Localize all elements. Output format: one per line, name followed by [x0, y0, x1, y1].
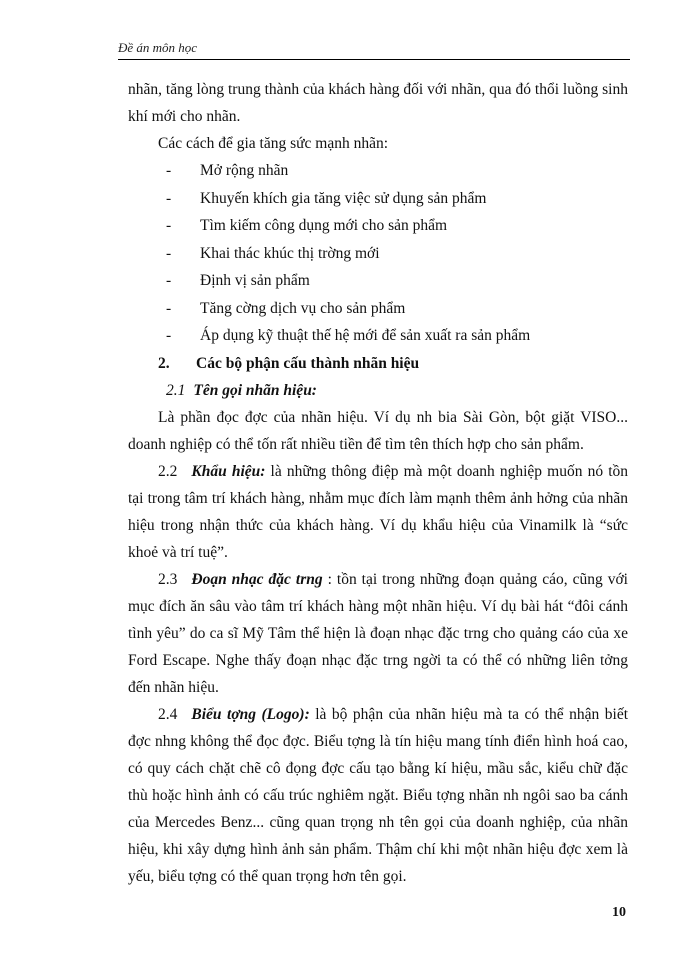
list-item: - Tăng cờng dịch vụ cho sản phẩm: [128, 295, 628, 323]
term: Biểu tợng (Logo):: [191, 705, 310, 723]
subsection-number: 2.4: [158, 705, 178, 723]
header-rule: [118, 59, 630, 60]
strength-list: [128, 157, 628, 350]
list-item: - Khuyến khích gia tăng việc sử dụng sản phẩm: [128, 185, 628, 213]
term: Đoạn nhạc đặc trng: [191, 570, 323, 588]
section-heading: [128, 350, 628, 377]
list-item: - Áp dụng kỹ thuật thế hệ mới để sản xuất ra sản phẩm: [128, 322, 628, 350]
list-dash: -: [166, 327, 172, 344]
subsection-number: 2.2: [158, 462, 178, 480]
subsection-body: Là phần đọc đợc của nhãn hiệu. Ví dụ nh bia Sài Gòn, bột giặt VISO... doanh nghiệp có thể tốn rất nhiều tiền để tìm tên thích hợp cho sản phẩm.: [128, 408, 628, 453]
list-item: - Định vị sản phẩm: [128, 267, 628, 295]
section-number: 2.: [158, 354, 170, 372]
subsection-title: Tên gọi nhãn hiệu:: [193, 381, 317, 399]
list-item: - Khai thác khúc thị trờng mới: [128, 240, 628, 268]
list-dash: -: [166, 272, 172, 289]
subsection-heading: [128, 377, 628, 404]
page-number: 10: [612, 905, 626, 920]
subsection-paragraph: [128, 701, 628, 890]
term-definition: là bộ phận của nhãn hiệu mà ta có thể nhận biết đợc nhng không thể đọc đợc. Biểu tợng là tín hiệu mang tính điển hình hoá cao, có quy cách chặt chẽ cô đọng đợc cấu tạo bằng kí hiệu, mầu sắc, kiểu chữ đặc thù hoặc hình ảnh có cấu trúc nghiêm ngặt. Biểu tợng nhãn nh ngôi sao ba cánh của Mercedes Benz... cũng quan trọng nh tên gọi của doanh nghiệp, của nhãn hiệu, khi xây dựng hình ảnh sản phẩm. Thậm chí khi một nhãn hiệu đợc xem là yếu, biểu tợng có thể quan trọng hơn tên gọi.: [128, 705, 629, 885]
subsection-paragraph: [128, 566, 628, 701]
list-dash: -: [166, 244, 172, 262]
document-body: [128, 76, 628, 890]
section-title: Các bộ phận cấu thành nhãn hiệu: [196, 354, 420, 372]
subsection-number: 2.1: [166, 381, 186, 399]
paragraph-intro: Các cách để gia tăng sức mạnh nhãn:: [158, 135, 389, 152]
list-item: - Mở rộng nhãn: [128, 157, 628, 185]
list-dash: -: [166, 189, 172, 207]
list-dash: -: [166, 299, 172, 317]
term: Khẩu hiệu:: [191, 462, 266, 480]
term-definition: : tồn tại trong những đoạn quảng cáo, cũng với mục đích ăn sâu vào tâm trí khách hàng một nhãn hiệu. Ví dụ bài hát “đôi cánh tình yêu” do ca sĩ Mỹ Tâm thể hiện là đoạn nhạc đặc trng cho quảng cáo của xe Ford Escape. Nghe thấy đoạn nhạc đặc trng ngời ta có thể có những liên tởng đến nhãn hiệu.: [128, 570, 628, 696]
list-dash: -: [166, 162, 172, 179]
page-header: Đề án môn học: [118, 40, 198, 55]
subsection-number: 2.3: [158, 570, 178, 588]
paragraph-continuation: nhãn, tăng lòng trung thành của khách hàng đối với nhãn, qua đó thổi luồng sinh khí mới cho nhãn.: [128, 81, 628, 125]
subsection-paragraph: [128, 458, 628, 566]
list-item: - Tìm kiếm công dụng mới cho sản phẩm: [128, 212, 628, 240]
list-dash: -: [166, 217, 172, 234]
term-definition: là những thông điệp mà một doanh nghiệp muốn nó tồn tại trong tâm trí khách hàng, nhằm mục đích làm mạnh thêm ảnh hởng của nhãn hiệu trong nhận thức của khách hàng. Ví dụ khẩu hiệu của Vinamilk là “sức khoẻ và trí tuệ”.: [128, 462, 629, 561]
